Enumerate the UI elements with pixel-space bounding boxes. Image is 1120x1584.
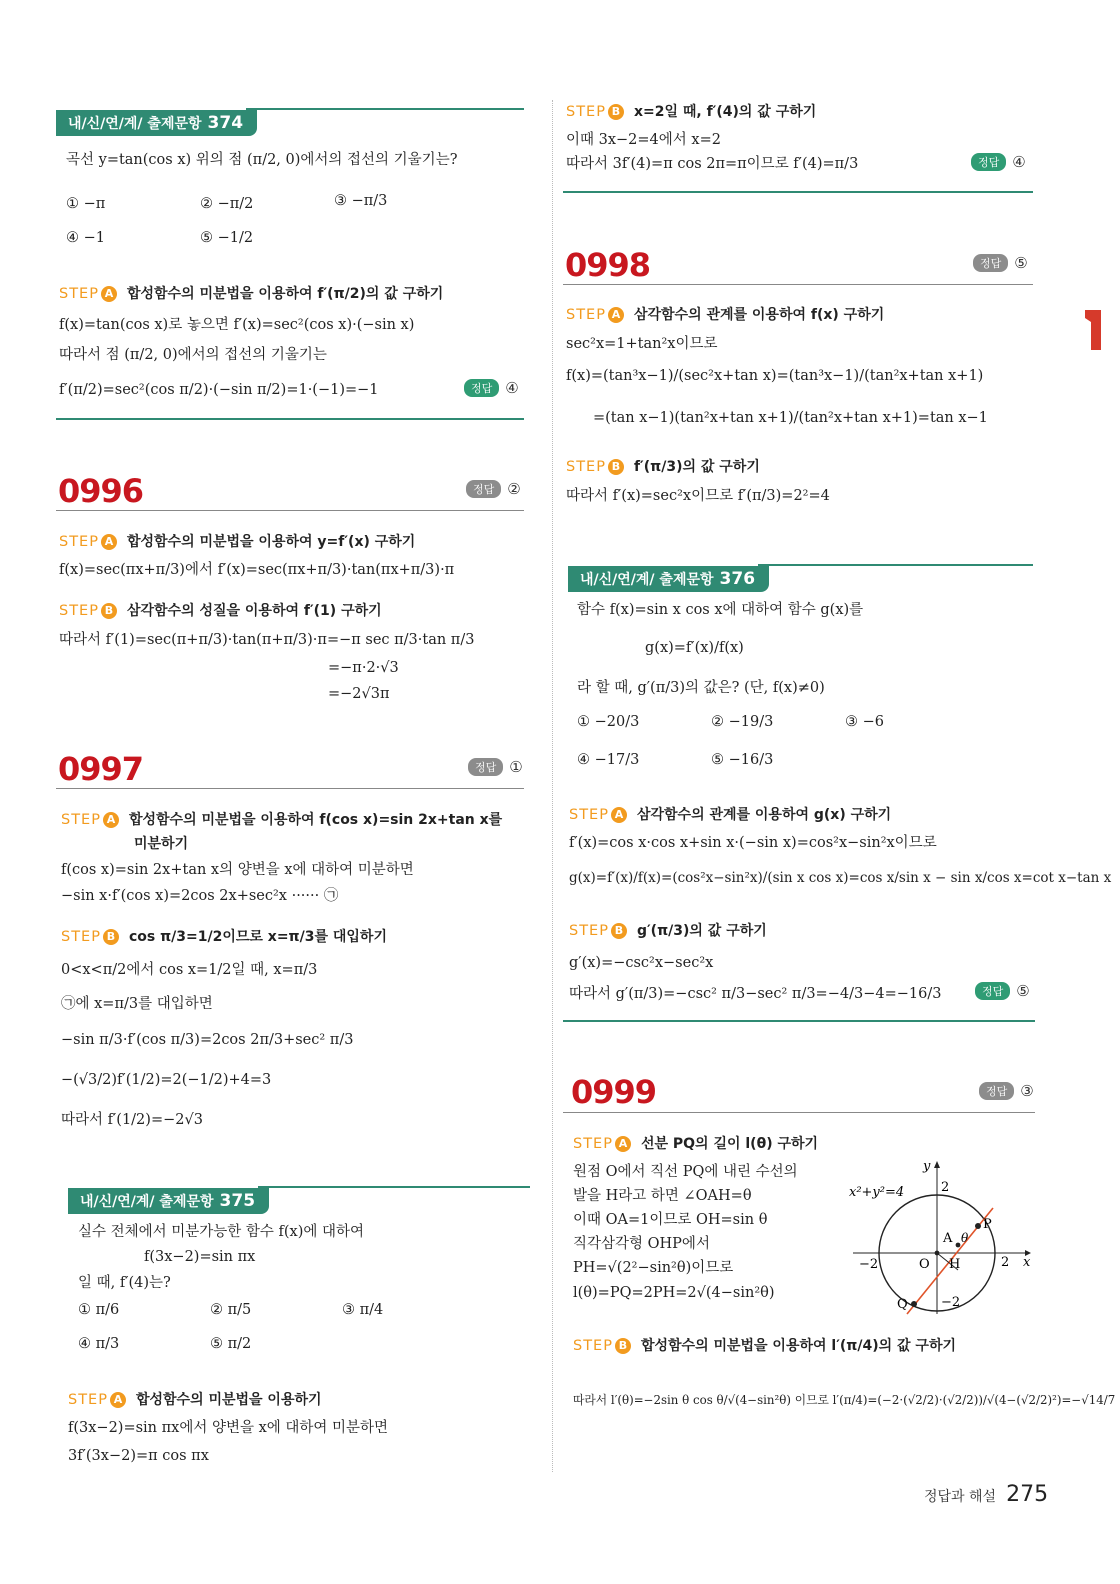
step-title: g′(π/3)의 값 구하기 bbox=[636, 923, 767, 939]
solution-line: 따라서 3f′(4)=π cos 2π=π이므로 f′(4)=π/3 bbox=[566, 156, 859, 172]
question-text: 라 할 때, g′(π/3)의 값은? (단, f(x)≠0) bbox=[577, 680, 825, 696]
step-a-heading bbox=[61, 809, 502, 829]
label-p: P bbox=[983, 1217, 992, 1232]
answer-badge bbox=[466, 480, 521, 498]
banner-number: 375 bbox=[219, 1191, 256, 1211]
step-title: 합성함수의 미분법을 이용하여 f′(π/2)의 값 구하기 bbox=[126, 286, 444, 302]
step-label: STEP bbox=[61, 929, 101, 945]
point-a bbox=[956, 1243, 961, 1248]
solution-line: −(√3/2)f′(1/2)=2(−1/2)+4=3 bbox=[61, 1072, 272, 1088]
step-label: STEP bbox=[59, 603, 99, 619]
step-label: STEP bbox=[566, 459, 606, 475]
solution-line: PH=√(2²−sin²θ)이므로 bbox=[573, 1260, 734, 1276]
answer-tag: 정답 bbox=[979, 1082, 1014, 1100]
problem-number-0998: 0998 bbox=[565, 246, 651, 284]
solution-line: 이때 OA=1이므로 OH=sin θ bbox=[573, 1212, 768, 1228]
answer-value: ④ bbox=[1012, 153, 1026, 171]
question-text: 곡선 y=tan(cos x) 위의 점 (π/2, 0)에서의 접선의 기울기는? bbox=[66, 152, 458, 168]
answer-tag: 정답 bbox=[466, 480, 501, 498]
step-label: STEP bbox=[569, 923, 609, 939]
y-label: y bbox=[923, 1159, 931, 1174]
choice-4: ④ −1 bbox=[66, 230, 105, 246]
chapter-tab-marker bbox=[1085, 310, 1101, 350]
point-o bbox=[935, 1251, 940, 1256]
step-badge: A bbox=[608, 307, 624, 323]
step-badge: B bbox=[608, 459, 624, 475]
solution-line: 3f′(3x−2)=π cos πx bbox=[68, 1448, 209, 1464]
step-b-heading bbox=[569, 920, 767, 940]
tick-left: −2 bbox=[859, 1257, 879, 1272]
solution-line: f(cos x)=sin 2x+tan x의 양변을 x에 대하여 미분하면 bbox=[61, 862, 414, 878]
solution-line: 발을 H라고 하면 ∠OAH=θ bbox=[573, 1188, 752, 1204]
choice-4: ④ π/3 bbox=[78, 1336, 120, 1352]
solution-line: f′(π/2)=sec²(cos π/2)·(−sin π/2)=1·(−1)=−1 bbox=[59, 382, 379, 398]
choice-3: ③ −6 bbox=[845, 714, 884, 730]
label-o: O bbox=[919, 1257, 930, 1272]
step-title: 합성함수의 미분법을 이용하여 f(cos x)=sin 2x+tan x를 bbox=[128, 812, 503, 828]
answer-tag: 정답 bbox=[464, 379, 499, 397]
step-label: STEP bbox=[573, 1338, 613, 1354]
question-text: 함수 f(x)=sin x cos x에 대하여 함수 g(x)를 bbox=[577, 602, 864, 618]
step-title: 선분 PQ의 길이 l(θ) 구하기 bbox=[640, 1136, 819, 1152]
step-title: 합성함수의 미분법을 이용하여 y=f′(x) 구하기 bbox=[126, 534, 416, 550]
step-title: 합성함수의 미분법을 이용하기 bbox=[135, 1392, 322, 1408]
step-badge: A bbox=[101, 534, 117, 550]
solution-line: 따라서 f′(x)=sec²x이므로 f′(π/3)=2²=4 bbox=[566, 488, 830, 504]
solution-line: f(x)=(tan³x−1)/(sec²x+tan x)=(tan³x−1)/(tan²x+tan x+1) bbox=[566, 368, 984, 384]
step-title: cos π/3=1/2이므로 x=π/3를 대입하기 bbox=[128, 929, 387, 945]
step-label: STEP bbox=[566, 104, 606, 120]
step-b-heading bbox=[59, 600, 382, 620]
choice-4: ④ −17/3 bbox=[577, 752, 640, 768]
page-number: 275 bbox=[1006, 1482, 1049, 1507]
banner-number: 376 bbox=[719, 569, 756, 589]
solution-line: =−2√3π bbox=[328, 686, 390, 702]
answer-value: ② bbox=[507, 480, 521, 498]
choice-1: ① −20/3 bbox=[577, 714, 640, 730]
question-text: g(x)=f′(x)/f(x) bbox=[645, 640, 744, 656]
answer-value: ① bbox=[509, 758, 523, 776]
point-q bbox=[911, 1301, 917, 1307]
answer-tag: 정답 bbox=[468, 758, 503, 776]
step-a-heading bbox=[68, 1389, 322, 1409]
solution-line: 따라서 l′(θ)=−2sin θ cos θ/√(4−sin²θ) 이므로 l′(π/4)=(−2·(√2/2)·(√2/2))/√(4−(√2/2)²)=−√14/7 bbox=[573, 1393, 1116, 1407]
answer-tag: 정답 bbox=[971, 153, 1006, 171]
solution-line: 따라서 g′(π/3)=−csc² π/3−sec² π/3=−4/3−4=−16/3 bbox=[569, 986, 942, 1002]
step-title: 삼각함수의 관계를 이용하여 f(x) 구하기 bbox=[633, 307, 885, 323]
answer-value: ⑤ bbox=[1014, 254, 1028, 272]
step-label: STEP bbox=[569, 807, 609, 823]
solution-line: f(3x−2)=sin πx에서 양변을 x에 대하여 미분하면 bbox=[68, 1420, 389, 1436]
answer-tag: 정답 bbox=[975, 982, 1010, 1000]
label-h: H bbox=[949, 1257, 961, 1272]
choice-2: ② −π/2 bbox=[200, 196, 254, 212]
step-title: 미분하기 bbox=[134, 836, 189, 852]
choice-1: ① −π bbox=[66, 196, 106, 212]
solution-line: −sin x·f′(cos x)=2cos 2x+sec²x ······ ㉠ bbox=[61, 888, 339, 904]
page-footer bbox=[924, 1482, 1048, 1507]
step-a-heading bbox=[566, 304, 884, 324]
answer-value: ⑤ bbox=[1016, 982, 1030, 1000]
step-title: 합성함수의 미분법을 이용하여 l′(π/4)의 값 구하기 bbox=[640, 1338, 956, 1354]
step-b-heading bbox=[573, 1335, 956, 1355]
answer-badge bbox=[468, 758, 523, 776]
tick-right: 2 bbox=[1001, 1255, 1010, 1270]
step-a-heading bbox=[569, 804, 891, 824]
choice-3: ③ −π/3 bbox=[334, 193, 388, 209]
choice-5: ⑤ −16/3 bbox=[711, 752, 774, 768]
section-rule bbox=[563, 1112, 1035, 1113]
answer-badge bbox=[971, 153, 1026, 171]
step-a-heading-cont bbox=[134, 833, 188, 853]
step-label: STEP bbox=[61, 812, 101, 828]
answer-value: ③ bbox=[1020, 1082, 1034, 1100]
section-rule bbox=[563, 191, 1033, 193]
banner-text: 내/신/연/계/ 출제문항 bbox=[68, 116, 202, 132]
solution-line: 따라서 f′(1/2)=−2√3 bbox=[61, 1112, 203, 1128]
step-badge: B bbox=[608, 104, 624, 120]
step-a-heading bbox=[573, 1133, 818, 1153]
banner-text: 내/신/연/계/ 출제문항 bbox=[580, 572, 714, 588]
choice-1: ① π/6 bbox=[78, 1302, 120, 1318]
solution-line: 직각삼각형 OHP에서 bbox=[573, 1236, 710, 1252]
solution-line: g′(x)=−csc²x−sec²x bbox=[569, 955, 714, 971]
section-rule bbox=[56, 510, 524, 511]
solution-line: g(x)=f′(x)/f(x)=(cos²x−sin²x)/(sin x cos x)=cos x/sin x − sin x/cos x=cot x−tan x bbox=[569, 870, 1112, 886]
solution-line: f(x)=tan(cos x)로 놓으면 f′(x)=sec²(cos x)·(−sin x) bbox=[59, 317, 415, 333]
section-rule bbox=[563, 1020, 1035, 1022]
step-title: f′(π/3)의 값 구하기 bbox=[633, 459, 760, 475]
answer-badge bbox=[975, 982, 1030, 1000]
problem-number-0996: 0996 bbox=[58, 472, 144, 510]
solution-line: =−π·2·√3 bbox=[328, 660, 399, 676]
solution-line: f(x)=sec(πx+π/3)에서 f′(x)=sec(πx+π/3)·tan(πx+π/3)·π bbox=[59, 562, 455, 578]
step-badge: B bbox=[615, 1338, 631, 1354]
step-label: STEP bbox=[59, 286, 99, 302]
answer-badge bbox=[464, 379, 519, 397]
banner-rule bbox=[246, 108, 524, 110]
tick-top: 2 bbox=[941, 1180, 950, 1195]
linked-problem-banner-374 bbox=[56, 110, 257, 136]
solution-line: 따라서 f′(1)=sec(π+π/3)·tan(π+π/3)·π=−π sec π/3·tan π/3 bbox=[59, 632, 475, 648]
step-badge: B bbox=[101, 603, 117, 619]
step-badge: A bbox=[611, 807, 627, 823]
label-a: A bbox=[943, 1231, 953, 1246]
circle-diagram bbox=[845, 1158, 1035, 1318]
choice-3: ③ π/4 bbox=[342, 1302, 384, 1318]
answer-tag: 정답 bbox=[973, 254, 1008, 272]
circle-equation: x²+y²=4 bbox=[849, 1185, 905, 1200]
footer-label: 정답과 해설 bbox=[924, 1489, 997, 1505]
x-label: x bbox=[1023, 1255, 1031, 1270]
point-p bbox=[975, 1223, 981, 1229]
y-axis-arrow-icon bbox=[934, 1161, 940, 1168]
question-text: 일 때, f′(4)는? bbox=[78, 1275, 171, 1291]
solution-line: −sin π/3·f′(cos π/3)=2cos 2π/3+sec² π/3 bbox=[61, 1032, 354, 1048]
choice-2: ② π/5 bbox=[210, 1302, 252, 1318]
step-title: 삼각함수의 성질을 이용하여 f′(1) 구하기 bbox=[126, 603, 382, 619]
step-title: 삼각함수의 관계를 이용하여 g(x) 구하기 bbox=[636, 807, 892, 823]
choice-2: ② −19/3 bbox=[711, 714, 774, 730]
solution-line: =(tan x−1)(tan²x+tan x+1)/(tan²x+tan x+1)=tan x−1 bbox=[593, 410, 988, 426]
solution-line: 따라서 점 (π/2, 0)에서의 접선의 기울기는 bbox=[59, 347, 327, 363]
step-title: x=2일 때, f′(4)의 값 구하기 bbox=[633, 104, 817, 120]
answer-value: ④ bbox=[505, 379, 519, 397]
column-divider bbox=[552, 100, 553, 1472]
tick-bottom: −2 bbox=[941, 1295, 961, 1310]
solution-line: ㉠에 x=π/3를 대입하면 bbox=[61, 996, 213, 1012]
section-rule bbox=[56, 418, 524, 420]
solution-line: f′(x)=cos x·cos x+sin x·(−sin x)=cos²x−sin²x이므로 bbox=[569, 835, 937, 851]
step-b-heading bbox=[566, 456, 760, 476]
step-badge: A bbox=[615, 1136, 631, 1152]
step-badge: B bbox=[103, 929, 119, 945]
banner-text: 내/신/연/계/ 출제문항 bbox=[80, 1194, 214, 1210]
solution-line: 이때 3x−2=4에서 x=2 bbox=[566, 132, 721, 148]
linked-problem-banner-375 bbox=[68, 1188, 269, 1214]
problem-number-0997: 0997 bbox=[58, 750, 144, 788]
solution-line: l(θ)=PQ=2PH=2√(4−sin²θ) bbox=[573, 1285, 775, 1301]
banner-rule bbox=[758, 564, 1033, 566]
choice-5: ⑤ −1/2 bbox=[200, 230, 254, 246]
question-text: f(3x−2)=sin πx bbox=[144, 1249, 256, 1265]
step-b-heading bbox=[566, 101, 816, 121]
solution-line: 원점 O에서 직선 PQ에 내린 수선의 bbox=[573, 1164, 798, 1180]
step-a-heading bbox=[59, 283, 443, 303]
answer-badge bbox=[979, 1082, 1034, 1100]
step-badge: A bbox=[103, 812, 119, 828]
banner-rule bbox=[258, 1186, 530, 1188]
step-a-heading bbox=[59, 531, 415, 551]
label-theta: θ bbox=[961, 1231, 969, 1245]
step-label: STEP bbox=[59, 534, 99, 550]
chapter-tab-shape bbox=[1085, 310, 1101, 350]
solution-line: 0<x<π/2에서 cos x=1/2일 때, x=π/3 bbox=[61, 962, 318, 978]
step-label: STEP bbox=[573, 1136, 613, 1152]
label-q: Q bbox=[897, 1297, 908, 1312]
step-label: STEP bbox=[566, 307, 606, 323]
step-label: STEP bbox=[68, 1392, 108, 1408]
banner-number: 374 bbox=[207, 113, 244, 133]
solution-line: sec²x=1+tan²x이므로 bbox=[566, 336, 718, 352]
answer-badge bbox=[973, 254, 1028, 272]
linked-problem-banner-376 bbox=[568, 566, 769, 592]
step-badge: A bbox=[101, 286, 117, 302]
step-badge: A bbox=[110, 1392, 126, 1408]
choice-5: ⑤ π/2 bbox=[210, 1336, 252, 1352]
step-badge: B bbox=[611, 923, 627, 939]
section-rule bbox=[563, 284, 1033, 285]
problem-number-0999: 0999 bbox=[571, 1073, 657, 1111]
section-rule bbox=[56, 788, 524, 789]
step-b-heading bbox=[61, 926, 387, 946]
question-text: 실수 전체에서 미분가능한 함수 f(x)에 대하여 bbox=[78, 1224, 365, 1240]
